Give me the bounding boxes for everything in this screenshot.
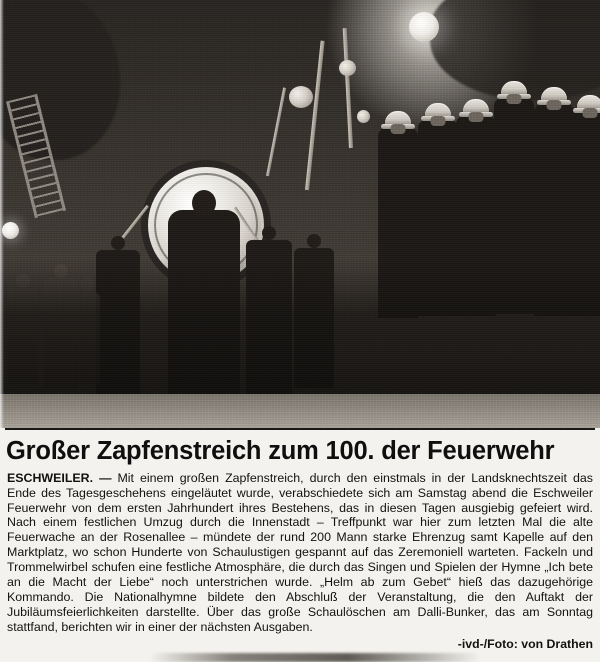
trumpet-bell-icon: [357, 110, 370, 123]
photo-credit: -ivd-/Foto: von Drathen: [457, 636, 593, 651]
pole-icon: [343, 28, 353, 148]
pole-icon: [266, 87, 286, 176]
headline-rule: [5, 428, 595, 430]
torch-glow-icon: [2, 222, 19, 239]
paper-smudge: [150, 653, 480, 662]
page-title: Großer Zapfenstreich zum 100. der Feuerwehr: [6, 437, 555, 465]
dateline: ESCHWEILER. —: [7, 470, 112, 485]
clipping-edge: [0, 0, 4, 428]
street-lamp-icon: [409, 12, 439, 42]
pole-icon: [305, 41, 325, 191]
street-ground: [0, 394, 600, 428]
article-text: Mit einem großen Zapfenstreich, durch den einstmals in der Landsknechtszeit das Ende des Tagesgeschehens eingeläutet wurde, verabschiedete sich am Samstag abend die Eschweiler Feuerwehr von dem ersten Jahrhundert ihres Bestehens, das in diesen Tagen ausgiebig gefeiert wird. Nach einem festlichen Umzug durch die Innenstadt – Treffpunkt war hier zum letzten Mal die alte Feuerwache an der Rosenallee – mündete der rund 200 Mann starke Ehrenzug samt Kapelle auf den Marktplatz, wo schon Hunderte von Schaulustigen gespannt auf das Zeremoniell warteten. Fackeln und Trommelwirbel schufen eine festliche Atmosphäre, die durch das Singen und Spielen der Hymne „Ich bete an die Macht der Liebe“ noch unterstrichen wurde. „Helm ab zum Gebet“ hieß das dazugehörige Kommando. Die Nationalhymne bildete den Abschluß der Veranstaltung, die den Auftakt der Jubiläumsfeierlichkeiten darstellte. Über das große Schaulöschen am Dalli-Bunker, das am Sonntag stattfand, berichten wir in einer der nächsten Ausgaben.: [7, 470, 593, 634]
article-body: [7, 471, 593, 635]
crowd-shadow: [0, 258, 600, 398]
trumpet-bell-icon: [339, 60, 356, 76]
trumpet-bell-icon: [289, 86, 313, 108]
